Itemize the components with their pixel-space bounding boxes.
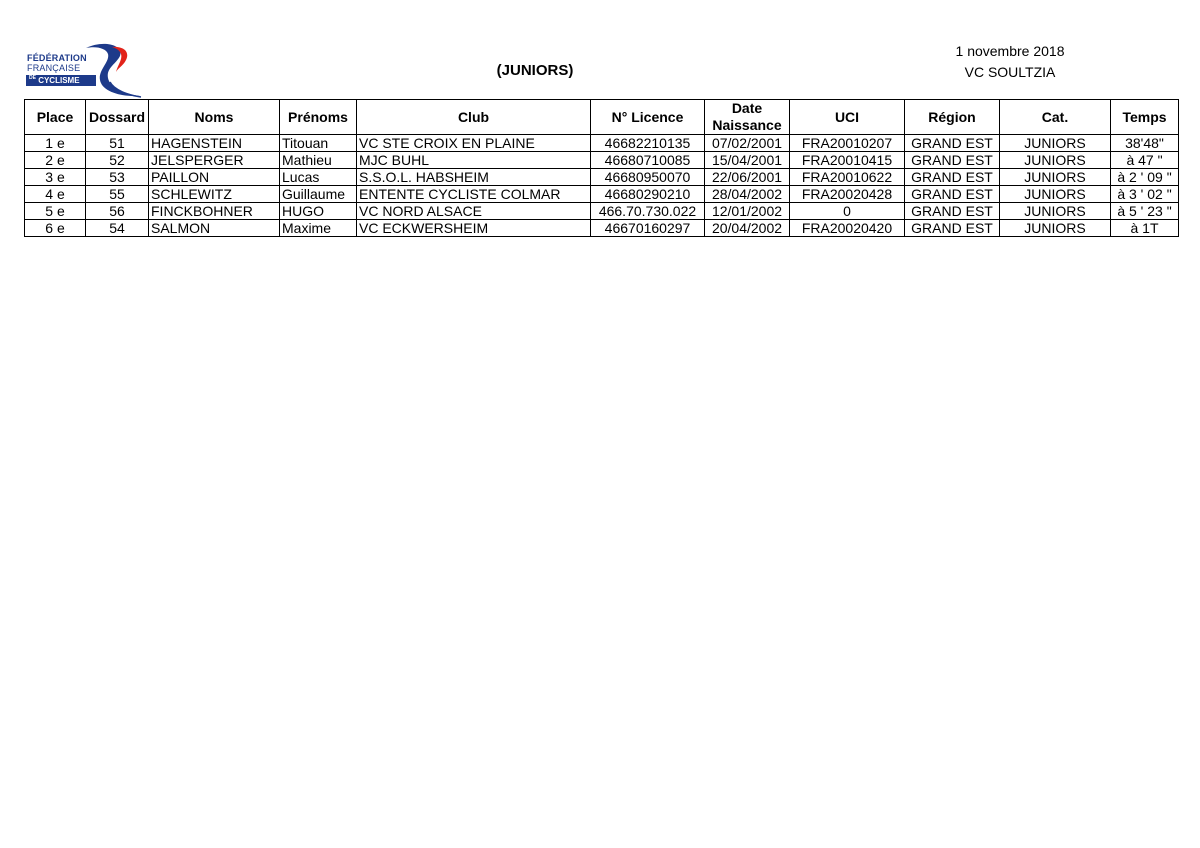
cell-place: 3 e: [25, 169, 86, 186]
cell-region: GRAND EST: [905, 220, 1000, 237]
cell-licence: 46680710085: [591, 152, 705, 169]
cell-licence: 46680950070: [591, 169, 705, 186]
cell-club: ENTENTE CYCLISTE COLMAR: [357, 186, 591, 203]
cell-dossard: 51: [86, 135, 149, 152]
logo-band: [26, 75, 96, 86]
ffc-logo: [24, 42, 142, 98]
cell-naissance: 22/06/2001: [705, 169, 790, 186]
col-header-noms: Noms: [149, 100, 280, 135]
logo-band-text: CYCLISME: [38, 76, 80, 85]
cell-region: GRAND EST: [905, 152, 1000, 169]
cell-licence: 46680290210: [591, 186, 705, 203]
cell-nom: PAILLON: [149, 169, 280, 186]
col-header-licence: N° Licence: [591, 100, 705, 135]
cell-place: 5 e: [25, 203, 86, 220]
cell-prenom: Maxime: [280, 220, 357, 237]
cell-region: GRAND EST: [905, 186, 1000, 203]
col-header-dossard: Dossard: [86, 100, 149, 135]
cell-club: MJC BUHL: [357, 152, 591, 169]
cell-place: 1 e: [25, 135, 86, 152]
col-header-prenoms: Prénoms: [280, 100, 357, 135]
cell-club: VC NORD ALSACE: [357, 203, 591, 220]
cell-dossard: 56: [86, 203, 149, 220]
table-row: [25, 135, 1179, 152]
cell-nom: HAGENSTEIN: [149, 135, 280, 152]
logo-line2: FRANÇAISE: [27, 63, 81, 73]
event-date: 1 novembre 2018: [955, 43, 1065, 59]
table-row: [25, 220, 1179, 237]
page-title: (JUNIORS): [496, 62, 574, 79]
cell-licence: 46670160297: [591, 220, 705, 237]
cell-naissance: 15/04/2001: [705, 152, 790, 169]
cell-dossard: 53: [86, 169, 149, 186]
table-row: [25, 186, 1179, 203]
col-header-temps: Temps: [1111, 100, 1179, 135]
cell-club: VC STE CROIX EN PLAINE: [357, 135, 591, 152]
cell-uci: FRA20010207: [790, 135, 905, 152]
cell-uci: FRA20020428: [790, 186, 905, 203]
table-row: [25, 152, 1179, 169]
table-row: [25, 203, 1179, 220]
col-header-region: Région: [905, 100, 1000, 135]
cell-cat: JUNIORS: [1000, 186, 1111, 203]
cell-region: GRAND EST: [905, 203, 1000, 220]
results-table: [24, 99, 1179, 237]
cell-place: 4 e: [25, 186, 86, 203]
cell-club: VC ECKWERSHEIM: [357, 220, 591, 237]
cell-dossard: 52: [86, 152, 149, 169]
organizer-name: VC SOULTZIA: [964, 64, 1056, 80]
cell-nom: FINCKBOHNER: [149, 203, 280, 220]
table-row: [25, 169, 1179, 186]
col-header-date-line1: Date: [731, 100, 763, 116]
cell-prenom: Guillaume: [280, 186, 357, 203]
cell-club: S.S.O.L. HABSHEIM: [357, 169, 591, 186]
cell-licence: 466.70.730.022: [591, 203, 705, 220]
cell-nom: JELSPERGER: [149, 152, 280, 169]
cell-naissance: 28/04/2002: [705, 186, 790, 203]
cell-dossard: 54: [86, 220, 149, 237]
cell-uci: FRA20020420: [790, 220, 905, 237]
cell-cat: JUNIORS: [1000, 203, 1111, 220]
cell-uci: FRA20010415: [790, 152, 905, 169]
cell-prenom: Mathieu: [280, 152, 357, 169]
cell-region: GRAND EST: [905, 169, 1000, 186]
cell-place: 2 e: [25, 152, 86, 169]
cell-prenom: Lucas: [280, 169, 357, 186]
cell-cat: JUNIORS: [1000, 169, 1111, 186]
cell-naissance: 07/02/2001: [705, 135, 790, 152]
cell-prenom: HUGO: [280, 203, 357, 220]
cell-temps: à 5 ' 23 ": [1111, 203, 1179, 220]
col-header-uci: UCI: [790, 100, 905, 135]
col-header-date-naissance: [705, 100, 790, 135]
cell-temps: 38'48": [1111, 135, 1179, 152]
cell-uci: 0: [790, 203, 905, 220]
col-header-place: Place: [25, 100, 86, 135]
cell-nom: SALMON: [149, 220, 280, 237]
cell-temps: à 47 ": [1111, 152, 1179, 169]
cell-cat: JUNIORS: [1000, 152, 1111, 169]
cell-licence: 46682210135: [591, 135, 705, 152]
col-header-date-line2: Naissance: [712, 117, 782, 133]
logo-band-prefix: DE: [29, 75, 36, 81]
cell-nom: SCHLEWITZ: [149, 186, 280, 203]
cell-region: GRAND EST: [905, 135, 1000, 152]
cell-dossard: 55: [86, 186, 149, 203]
col-header-cat: Cat.: [1000, 100, 1111, 135]
table-header-row: [25, 100, 1179, 135]
cell-cat: JUNIORS: [1000, 135, 1111, 152]
cell-temps: à 2 ' 09 ": [1111, 169, 1179, 186]
cell-temps: à 3 ' 02 ": [1111, 186, 1179, 203]
cell-naissance: 12/01/2002: [705, 203, 790, 220]
logo-line1: FÉDÉRATION: [27, 53, 87, 63]
cell-temps: à 1T: [1111, 220, 1179, 237]
cell-cat: JUNIORS: [1000, 220, 1111, 237]
col-header-club: Club: [357, 100, 591, 135]
cell-place: 6 e: [25, 220, 86, 237]
cell-prenom: Titouan: [280, 135, 357, 152]
cell-uci: FRA20010622: [790, 169, 905, 186]
cell-naissance: 20/04/2002: [705, 220, 790, 237]
